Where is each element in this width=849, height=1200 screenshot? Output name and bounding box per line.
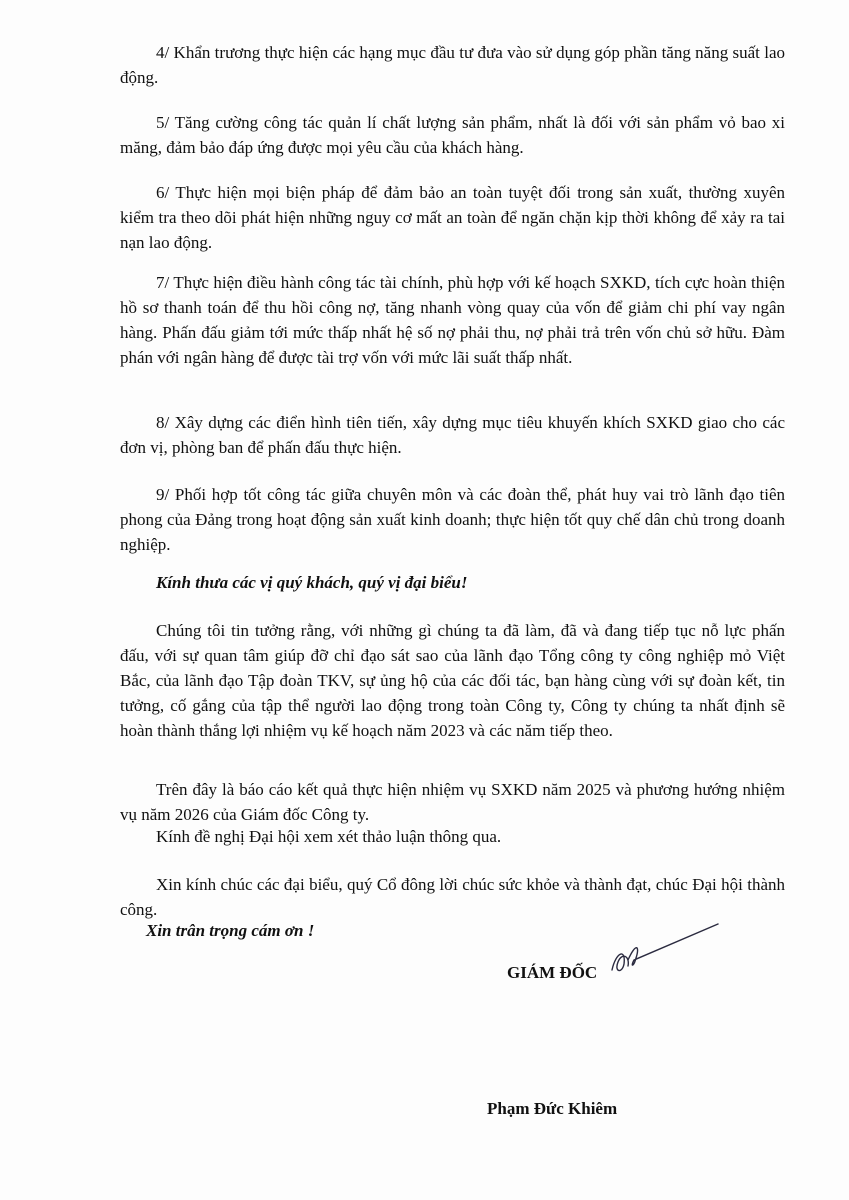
signature-icon [606, 912, 726, 992]
paragraph-item-8: 8/ Xây dựng các điển hình tiên tiến, xây dựng mục tiêu khuyến khích SXKD giao cho các đơn vị, phòng ban để phấn đấu thực hiện. [120, 413, 785, 457]
paragraph-report: Trên đây là báo cáo kết quả thực hiện nhiệm vụ SXKD năm 2025 và phương hướng nhiệm vụ năm 2026 của Giám đốc Công ty. [120, 780, 785, 824]
greeting-heading: Kính thưa các vị quý khách, quý vị đại biểu! [156, 573, 468, 592]
paragraph-request: Kính đề nghị Đại hội xem xét thảo luận thông qua. [156, 827, 502, 846]
closing-thanks: Xin trân trọng cám ơn ! [146, 921, 315, 940]
paragraph-item-9: 9/ Phối hợp tốt công tác giữa chuyên môn và các đoàn thể, phát huy vai trò lãnh đạo tiên phong của Đảng trong hoạt động sản xuất kinh doanh; thực hiện tốt quy chế dân chủ trong doanh nghiệp. [120, 485, 785, 554]
paragraph-belief: Chúng tôi tin tưởng rằng, với những gì chúng ta đã làm, đã và đang tiếp tục nỗ lực phấn đấu, với sự quan tâm giúp đỡ chỉ đạo sát sao của lãnh đạo Tổng công ty công nghiệp mỏ Việt Bắc, của lãnh đạo Tập đoàn TKV, sự ủng hộ của các đối tác, bạn hàng cùng với sự đoàn kết, tin tưởng, cố gắng của tập thể người lao động trong toàn Công ty, Công ty chúng ta nhất định sẽ hoàn thành thắng lợi nhiệm vụ kế hoạch năm 2023 và các năm tiếp theo. [120, 621, 785, 740]
paragraph-item-4: 4/ Khẩn trương thực hiện các hạng mục đầu tư đưa vào sử dụng góp phần tăng năng suất lao động. [120, 43, 785, 87]
paragraph-item-6: 6/ Thực hiện mọi biện pháp để đảm bảo an toàn tuyệt đối trong sản xuất, thường xuyên kiểm tra theo dõi phát hiện những nguy cơ mất an toàn để ngăn chặn kịp thời không để xảy ra tai nạn lao động. [120, 183, 785, 252]
paragraph-wishes: Xin kính chúc các đại biểu, quý Cổ đông lời chúc sức khỏe và thành đạt, chúc Đại hội thành công. [120, 875, 785, 919]
signer-title: GIÁM ĐỐC [507, 963, 598, 982]
paragraph-item-5: 5/ Tăng cường công tác quản lí chất lượng sản phẩm, nhất là đối với sản phẩm vỏ bao xi măng, đảm bảo đáp ứng được mọi yêu cầu của khách hàng. [120, 113, 785, 157]
signer-name: Phạm Đức Khiêm [487, 1099, 618, 1118]
paragraph-item-7: 7/ Thực hiện điều hành công tác tài chính, phù hợp với kế hoạch SXKD, tích cực hoàn thiện hồ sơ thanh toán để thu hồi công nợ, tăng nhanh vòng quay của vốn để giảm chi phí vay ngân hàng. Phấn đấu giảm tới mức thấp nhất hệ số nợ phải thu, nợ phải trả trên vốn chủ sở hữu. Đàm phán với ngân hàng để được tài trợ vốn với mức lãi suất thấp nhất. [120, 273, 785, 367]
